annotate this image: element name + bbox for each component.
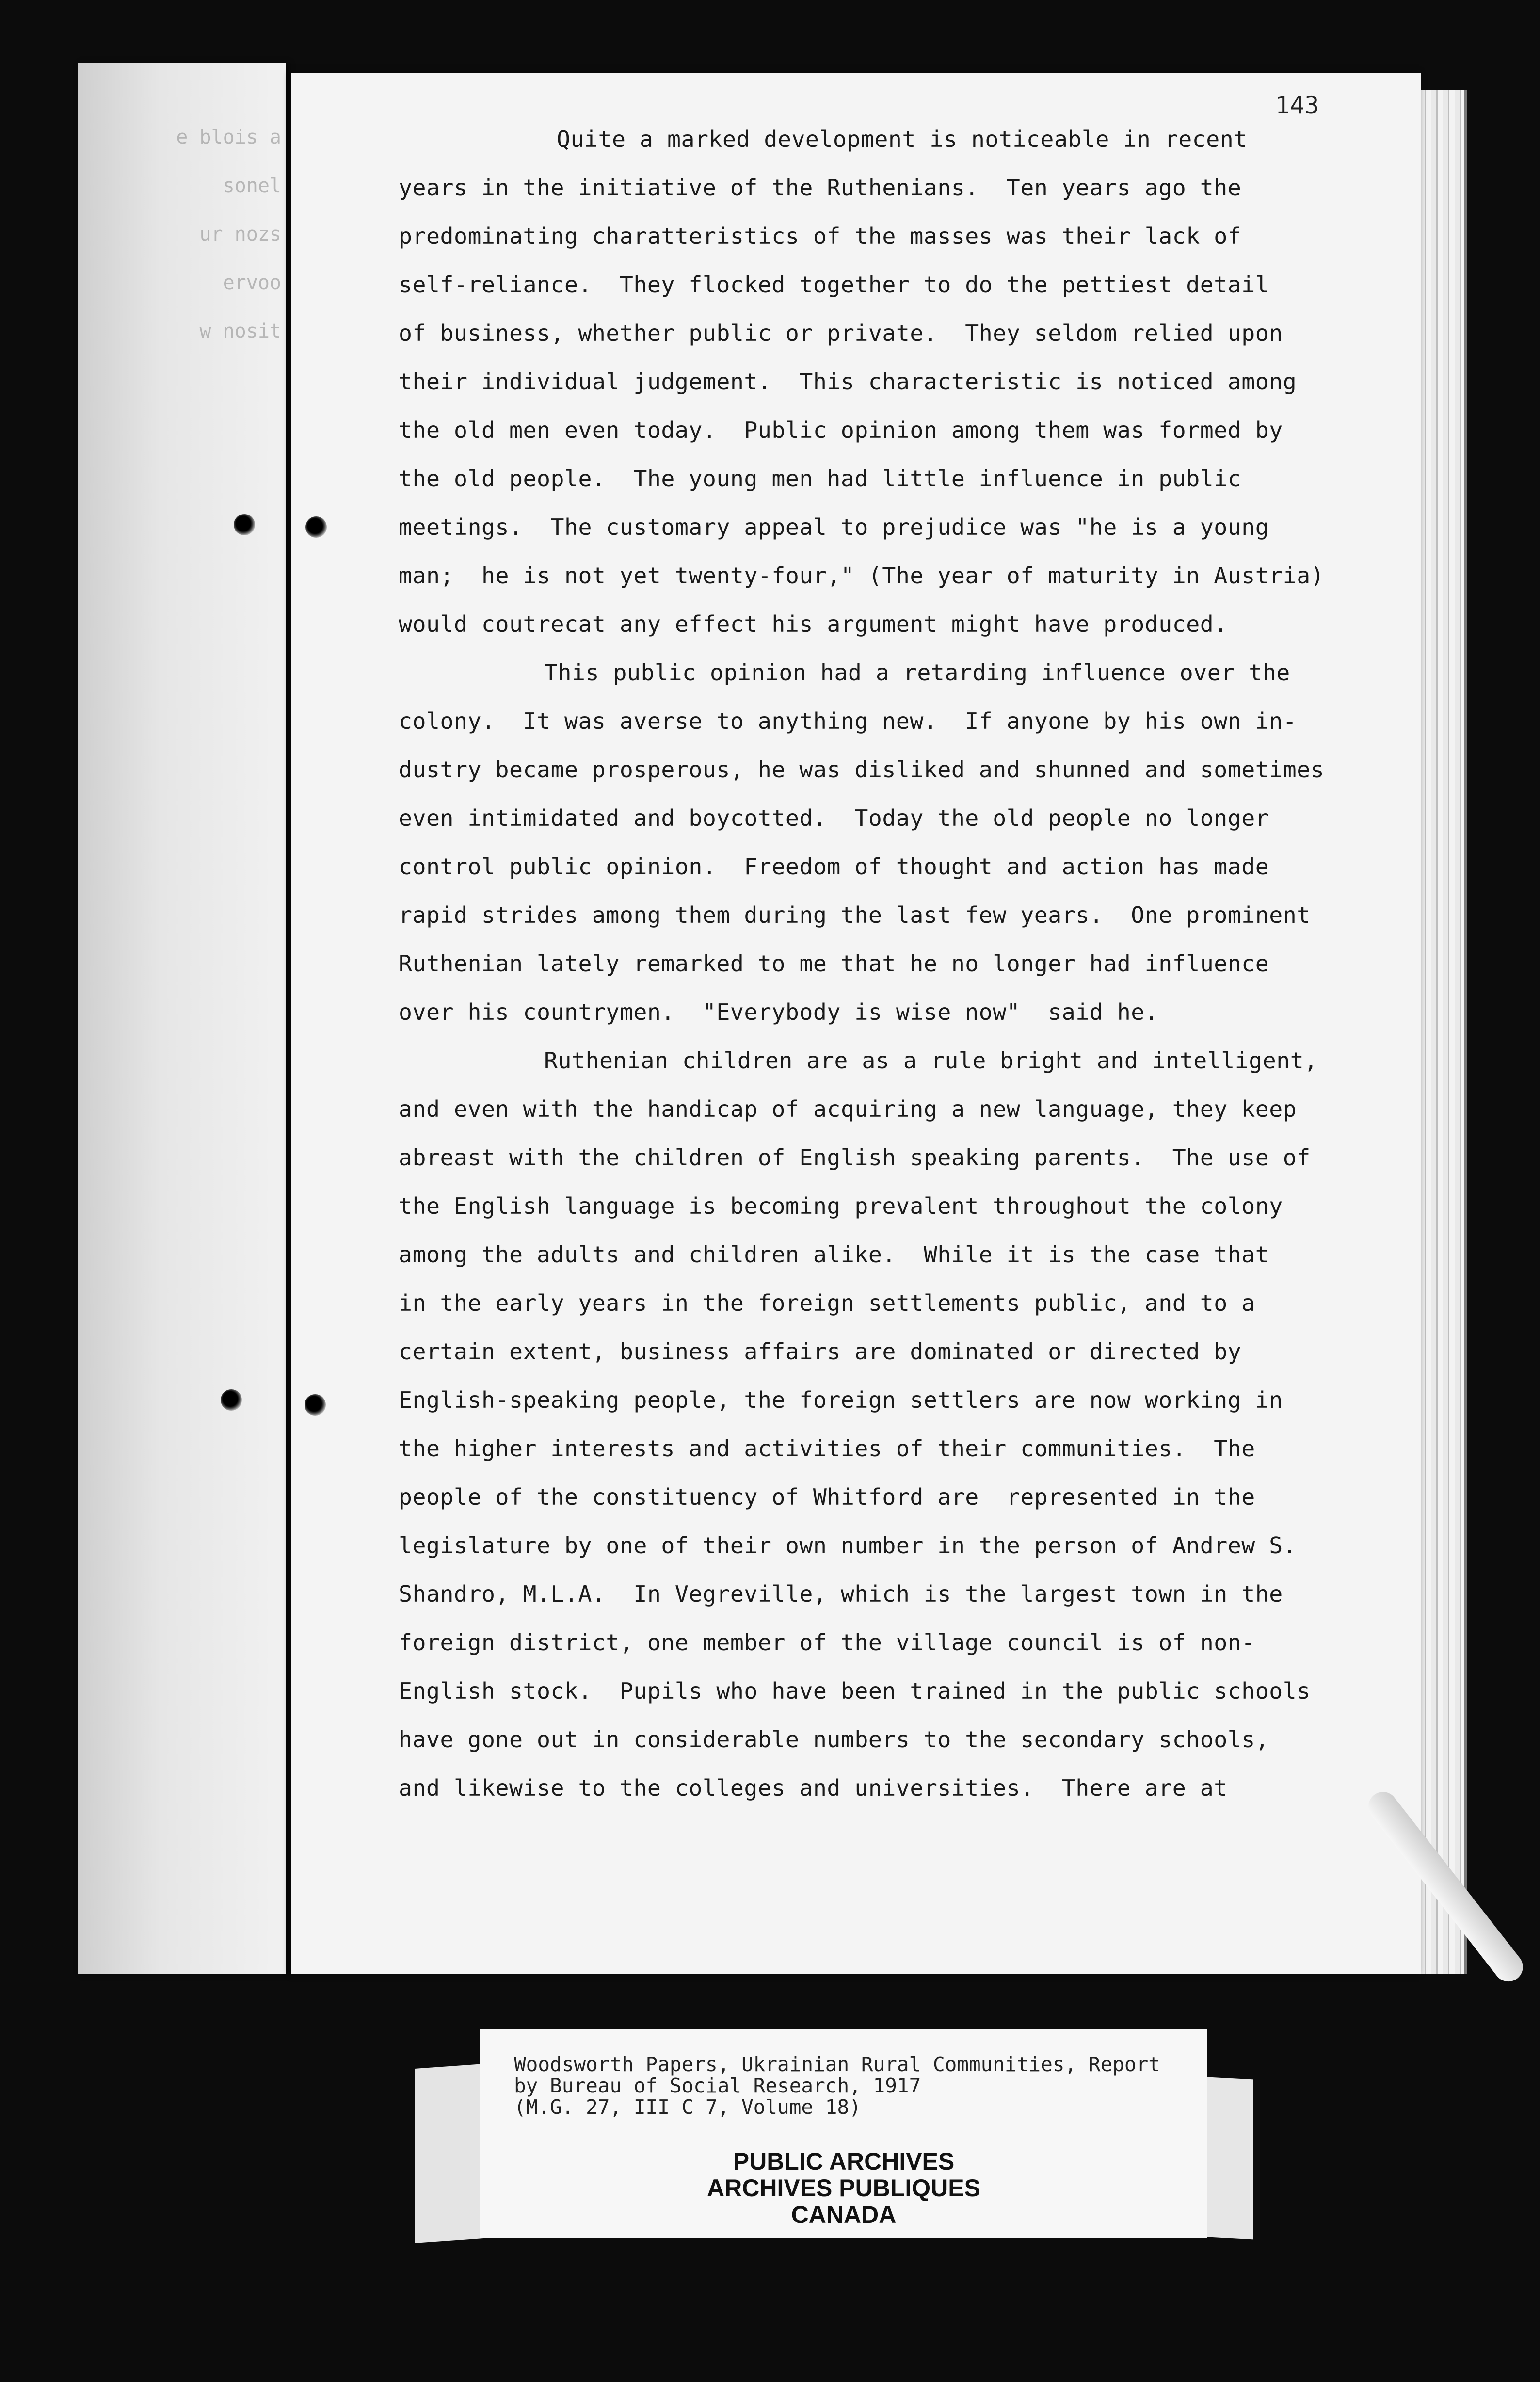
text-line: English stock. Pupils who have been trained in the public schools — [399, 1678, 1311, 1704]
text-line: dustry became prosperous, he was disliked and shunned and sometimes — [399, 756, 1325, 783]
text-line: would coutrecat any effect his argument might have produced. — [399, 611, 1228, 637]
binder-hole-icon — [305, 516, 327, 538]
text-line: legislature by one of their own number in the person of Andrew S. — [399, 1532, 1297, 1559]
text-line: people of the constituency of Whitford are represented in the — [399, 1484, 1255, 1510]
text-line: control public opinion. Freedom of thought and action has made — [399, 853, 1269, 880]
text-line: in the early years in the foreign settlements public, and to a — [399, 1290, 1255, 1316]
text-line: the higher interests and activities of their communities. The — [399, 1435, 1255, 1462]
text-line: Ruthenian children are as a rule bright and intelligent, — [544, 1047, 1318, 1074]
text-line: Quite a marked development is noticeable in recent — [557, 126, 1248, 152]
text-line: of business, whether public or private. They seldom relied upon — [399, 320, 1283, 346]
text-line: even intimidated and boycotted. Today the old people no longer — [399, 805, 1269, 831]
text-line: the old men even today. Public opinion among them was formed by — [399, 417, 1283, 443]
reference-line: by Bureau of Social Research, 1917 — [514, 2074, 921, 2097]
text-line: Shandro, M.L.A. In Vegreville, which is the largest town in the — [399, 1581, 1283, 1607]
text-line: over his countrymen. "Everybody is wise now" said he. — [399, 999, 1159, 1025]
reference-line: Woodsworth Papers, Ukrainian Rural Communities, Report — [514, 2053, 1160, 2076]
page-number: 143 — [1275, 91, 1319, 119]
body-text — [291, 73, 1421, 1974]
text-line: among the adults and children alike. While it is the case that — [399, 1241, 1269, 1268]
archive-title-line: CANADA — [791, 2201, 897, 2228]
text-line: colony. It was averse to anything new. If anyone by his own in- — [399, 708, 1297, 734]
text-line: rapid strides among them during the last few years. One prominent — [399, 902, 1311, 928]
text-line: Ruthenian lately remarked to me that he no longer had influence — [399, 950, 1269, 977]
text-line: years in the initiative of the Ruthenians. Ten years ago the — [399, 175, 1242, 201]
binder-hole-icon — [234, 514, 255, 535]
text-line: man; he is not yet twenty-four," (The year of maturity in Austria) — [399, 563, 1325, 589]
text-line: self-reliance. They flocked together to do the pettiest detail — [399, 272, 1269, 298]
text-line: predominating charatteristics of the masses was their lack of — [399, 223, 1242, 249]
text-line: their individual judgement. This characteristic is noticed among — [399, 369, 1297, 395]
text-line: the old people. The young men had little influence in public — [399, 466, 1242, 492]
archive-title-line: PUBLIC ARCHIVES — [733, 2148, 955, 2175]
text-line: have gone out in considerable numbers to the secondary schools, — [399, 1726, 1269, 1753]
text-line: meetings. The customary appeal to prejudice was "he is a young — [399, 514, 1269, 540]
text-line: abreast with the children of English speaking parents. The use of — [399, 1144, 1311, 1171]
text-line: English-speaking people, the foreign settlers are now working in — [399, 1387, 1283, 1413]
adjacent-page: e blois a sonel ur nozs ervoo w nosit — [78, 63, 286, 1974]
text-line: foreign district, one member of the village council is of non- — [399, 1629, 1255, 1656]
binder-hole-icon — [221, 1389, 242, 1411]
text-line: This public opinion had a retarding influence over the — [544, 660, 1290, 686]
text-line: certain extent, business affairs are dominated or directed by — [399, 1338, 1242, 1365]
archive-label — [480, 2029, 1207, 2238]
binder-hole-icon — [305, 1394, 326, 1416]
archive-title-line: ARCHIVES PUBLIQUES — [707, 2174, 980, 2202]
text-line: and likewise to the colleges and universities. There are at — [399, 1775, 1228, 1801]
archive-reference — [514, 2054, 1160, 2118]
reference-line: (M.G. 27, III C 7, Volume 18) — [514, 2095, 861, 2119]
text-line: and even with the handicap of acquiring a new language, they keep — [399, 1096, 1297, 1122]
text-line: the English language is becoming prevalent throughout the colony — [399, 1193, 1283, 1219]
document-page — [291, 73, 1421, 1974]
